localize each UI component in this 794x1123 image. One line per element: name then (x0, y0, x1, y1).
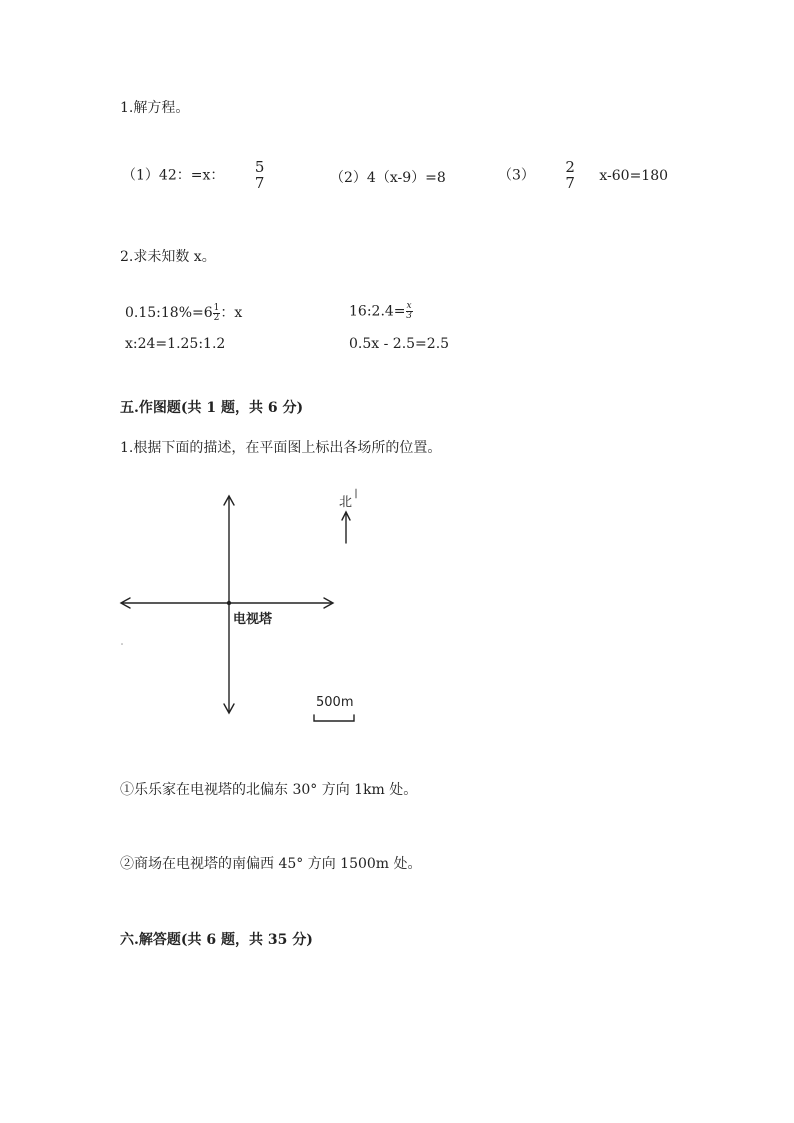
equation-3-suffix: x-60=180 (599, 167, 669, 184)
equation-a-prefix: 0.15:18%=6 (125, 305, 213, 321)
fraction-denominator: 7 (254, 174, 265, 192)
fraction-numerator: 2 (565, 158, 575, 176)
tv-tower-label: 电视塔 (233, 612, 273, 627)
equation-1-prefix: （1）42：=x： (122, 167, 225, 184)
section-6-heading: 六.解答题(共 6 题，共 35 分) (120, 932, 313, 948)
equation-2: （2）4（x-9）=8 (330, 170, 446, 186)
fraction-denominator: 7 (565, 174, 575, 192)
map-item-1: ①乐乐家在电视塔的北偏东 30° 方向 1km 处。 (120, 782, 418, 798)
fraction-denominator: 2 (213, 312, 220, 323)
q1-title: 1.解方程。 (120, 100, 190, 116)
fraction-numerator: x (406, 301, 412, 311)
q2-title: 2.求未知数 x。 (120, 249, 216, 265)
tv-tower-point (227, 601, 231, 605)
equation-b-prefix: 16:2.4= (349, 303, 406, 320)
section-5-heading: 五.作图题(共 1 题，共 6 分) (120, 400, 304, 416)
north-label: 北 (339, 495, 353, 510)
equation-a-suffix: ：x (220, 305, 243, 321)
fraction-numerator: 1 (213, 302, 220, 313)
scale-bar (314, 715, 354, 721)
stray-dot (121, 643, 123, 645)
section-5-q1-title: 1.根据下面的描述，在平面图上标出各场所的位置。 (120, 440, 442, 456)
map-item-2: ②商场在电视塔的南偏西 45° 方向 1500m 处。 (120, 856, 422, 872)
scale-label: 500m (316, 695, 354, 710)
fraction-denominator: 3 (406, 311, 412, 321)
equation-c: x:24=1.25:1.2 (125, 336, 226, 352)
equation-d: 0.5x - 2.5=2.5 (349, 336, 450, 352)
fraction-numerator: 5 (254, 158, 265, 176)
equation-3-prefix: （3） (498, 167, 535, 184)
